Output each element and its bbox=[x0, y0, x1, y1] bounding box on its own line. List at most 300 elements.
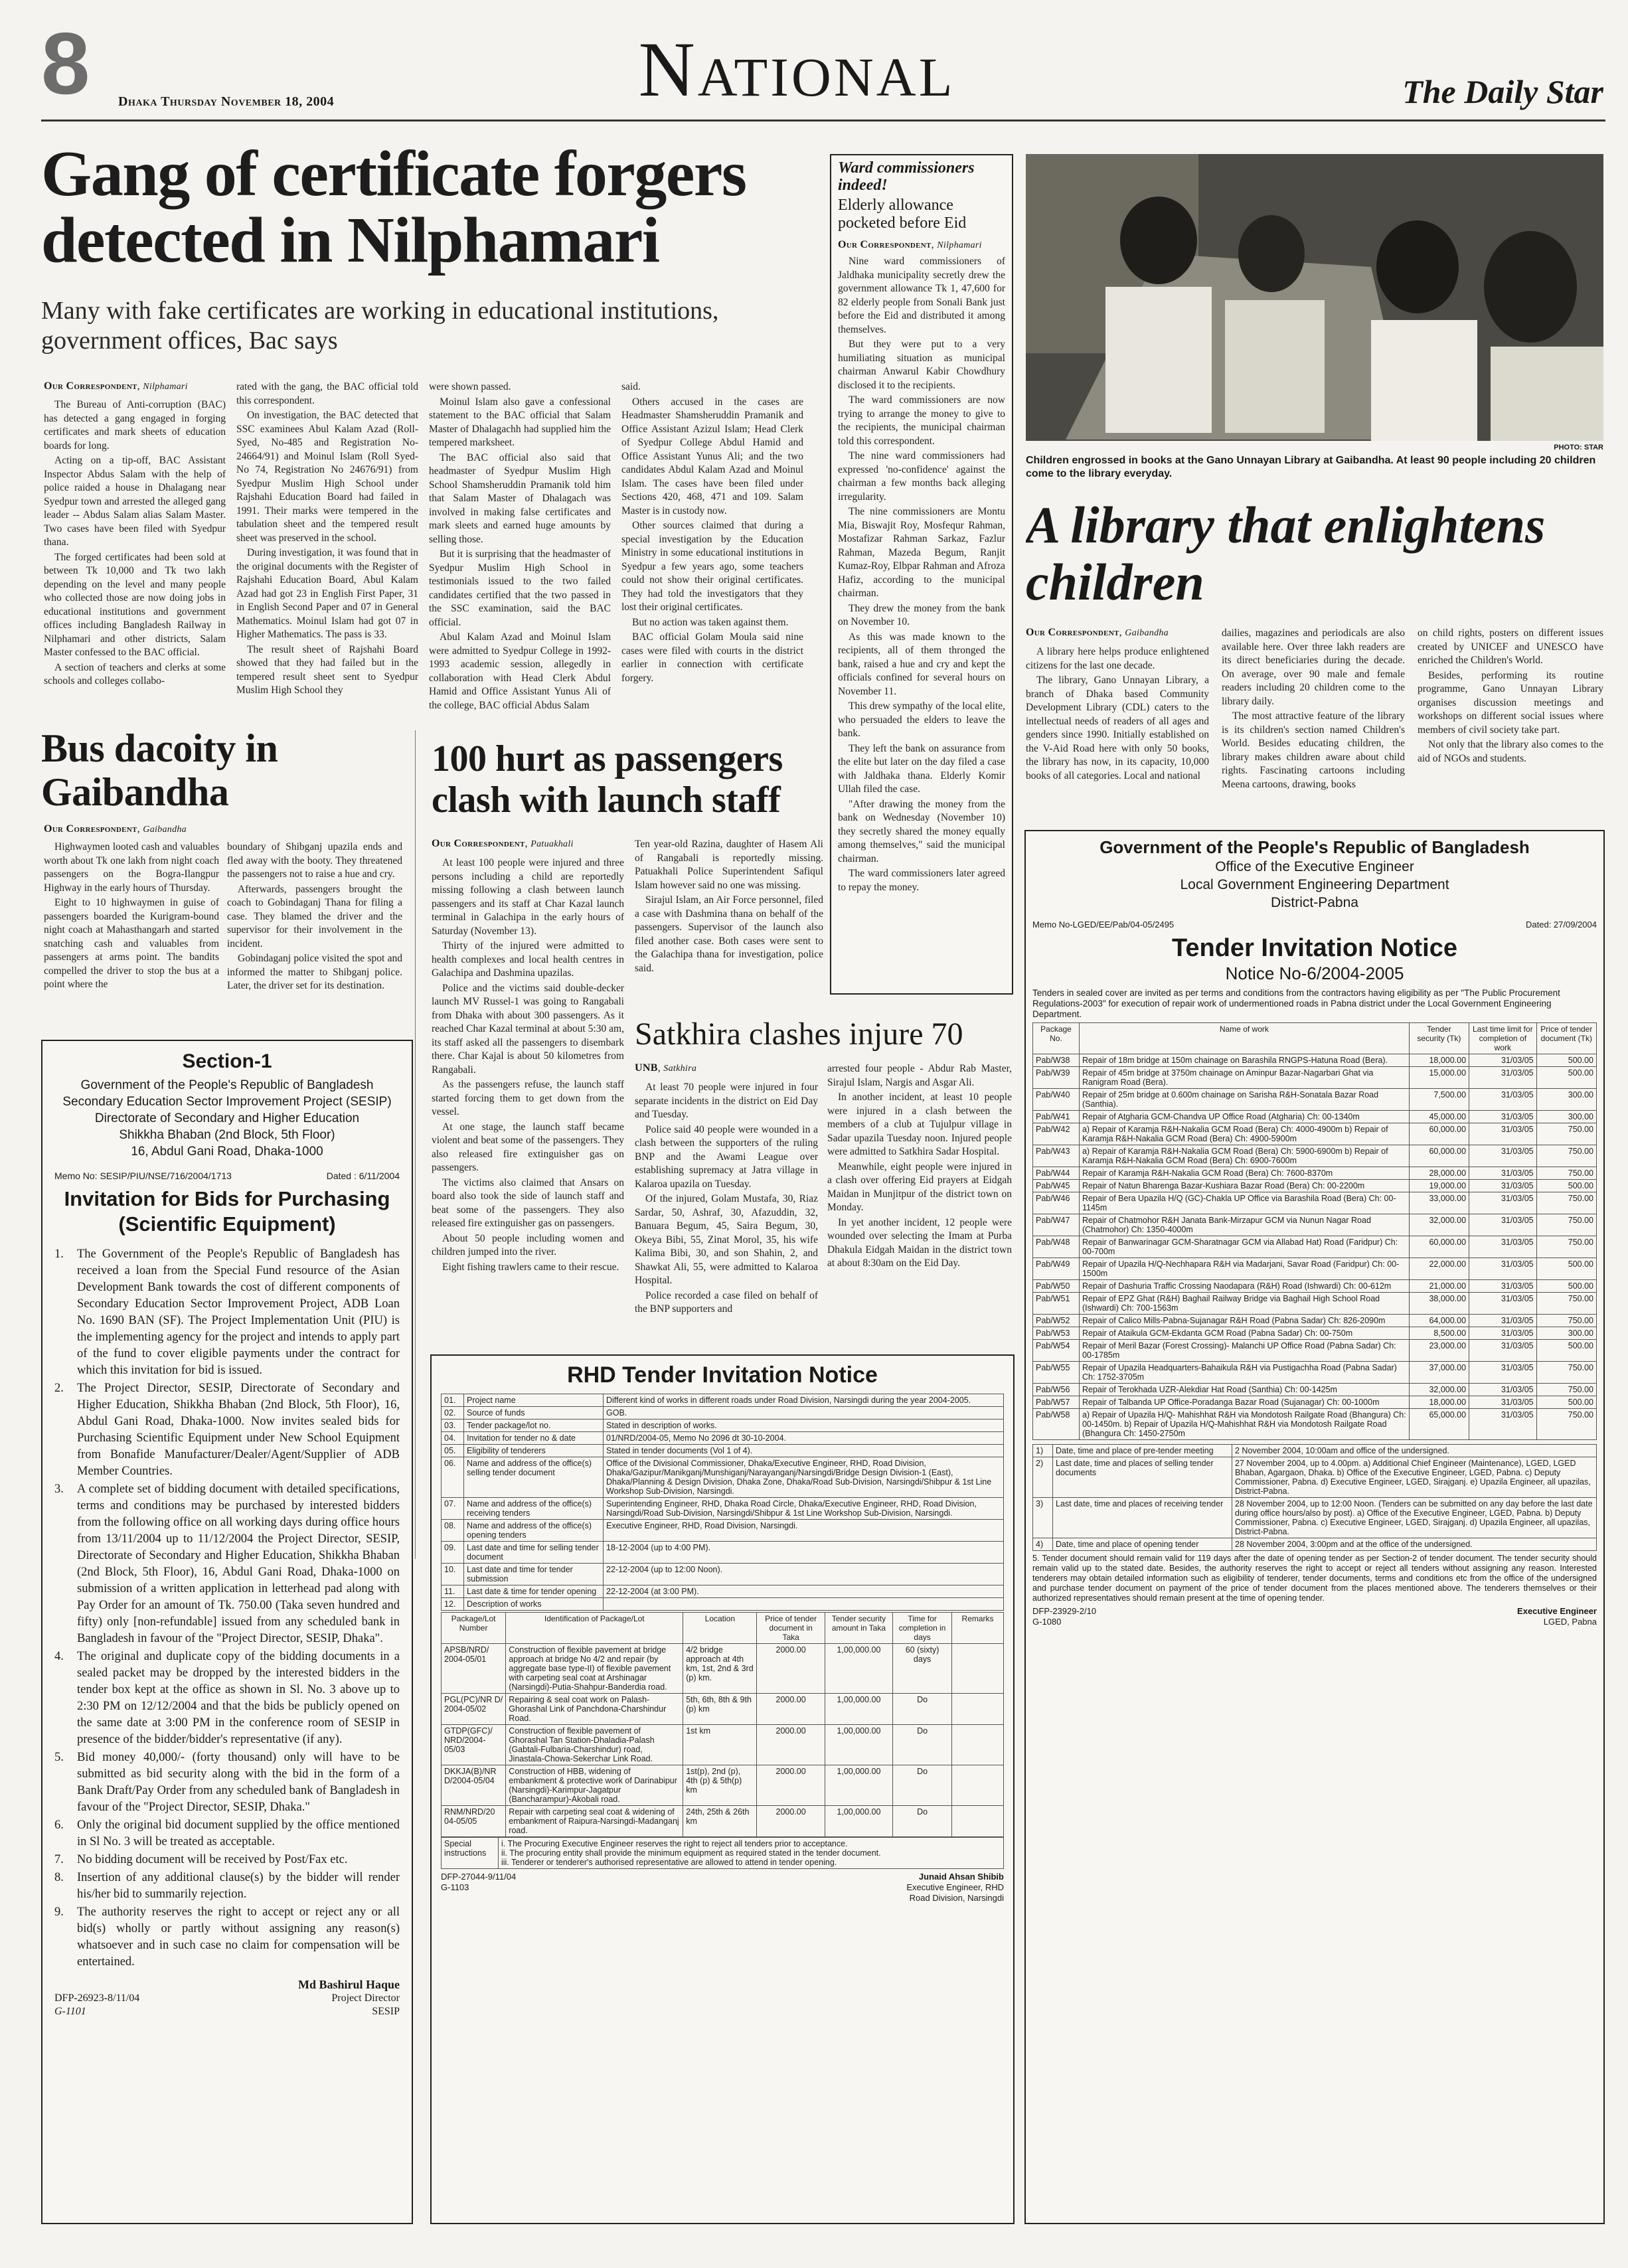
library-paragraph: on child rights, posters on different issues created by UNICEF and UNESCO have enriched the Children's World. bbox=[1418, 627, 1603, 666]
table-row bbox=[442, 1419, 1004, 1432]
sesip-item bbox=[54, 1481, 400, 1647]
ward-paragraph: The ward commissioners are now trying to arrange the money to give to the recipients, the municipal chairman told this correspondent. bbox=[838, 394, 1005, 447]
bus-paragraph: Eight to 10 highwaymen in guise of passengers boarded the Kurigram-bound night coach at Mahasthangarh and started snatching cash and valuables from passengers at arms point. The bandits compelled the driver to stop the bus at a point where the bbox=[44, 897, 219, 990]
row-number: 3) bbox=[1033, 1498, 1053, 1538]
lead-col-3 bbox=[429, 380, 611, 725]
table-cell: 65,000.00 bbox=[1409, 1409, 1469, 1440]
sesip-memo: Memo No: SESIP/PIU/NSE/716/2004/1713 bbox=[54, 1171, 232, 1181]
ward-paragraph: This drew sympathy of the local elite, who persuaded the elders to leave the bank. bbox=[838, 700, 1005, 739]
table-cell: 750.00 bbox=[1536, 1123, 1596, 1145]
table-cell: Pab/W57 bbox=[1033, 1396, 1080, 1409]
ward-paragraph: Nine ward commissioners of Jaldhaka municipality secretly drew the government allowance Tk 1, 47,600 for 82 elderly people from Sonali Bank just before the Eid and distributed it among themselves. bbox=[838, 256, 1005, 335]
row-number: 10. bbox=[442, 1564, 464, 1585]
table-cell: Repair of Upazila H/Q-Nechhapara R&H via Madarjani, Savar Road (Faridpur) Ch: 00-1500m bbox=[1079, 1258, 1409, 1280]
lged-org3: Local Government Engineering Department bbox=[1180, 877, 1449, 892]
photo-caption: Children engrossed in books at the Gano Unnayan Library at Gaibandha. At least 90 people including 20 children come to the library everyday. bbox=[1026, 455, 1596, 479]
sesip-item-number: 4. bbox=[54, 1650, 64, 1663]
table-cell: 31/03/05 bbox=[1469, 1067, 1537, 1089]
row-value: 22-12-2004 (at 3:00 PM). bbox=[604, 1585, 1004, 1598]
lead-paragraph: Other sources claimed that during a special investigation by the Education Ministry in some educational institutions in Syedpur a few years ago, some teachers could not show their original certificates. They had told the investigators that they lost their original certificates. bbox=[621, 520, 803, 613]
launch-headline: 100 hurt as passengers clash with launch staff bbox=[432, 738, 783, 821]
table-cell: Repair of Bera Upazila H/Q (GC)-Chakla UP Office via Barashila Road (Bera) Ch: 00-1145m bbox=[1079, 1192, 1409, 1214]
table-cell: 750.00 bbox=[1536, 1167, 1596, 1180]
satkhira-paragraph: In yet another incident, 12 people were wounded over selecting the Imam at Purba Dhakula Eidgah Maidan in the district town at about 8:30am on the Eid Day. bbox=[827, 1216, 1012, 1269]
table-cell: Pab/W55 bbox=[1033, 1362, 1080, 1384]
table-cell: Repair of 45m bridge at 3750m chainage on Aminpur Bazar-Nagarbari Ghat via Ranigram Road (Bera). bbox=[1079, 1067, 1409, 1089]
table-row bbox=[442, 1585, 1004, 1598]
library-photo bbox=[1026, 154, 1603, 441]
table-cell: Pab/W41 bbox=[1033, 1111, 1080, 1123]
table-row bbox=[442, 1564, 1004, 1585]
table-cell: Repair of Atgharia GCM-Chandva UP Office Road (Atgharia) Ch: 00-1340m bbox=[1079, 1111, 1409, 1123]
library-col-1 bbox=[1026, 645, 1209, 817]
sesip-items bbox=[54, 1246, 400, 1971]
sesip-org-line: Shikkha Bhaban (2nd Block, 5th Floor) bbox=[119, 1128, 335, 1142]
lged-signer-org: LGED, Pabna bbox=[1543, 1617, 1597, 1627]
table-row bbox=[442, 1542, 1004, 1564]
row-value: Executive Engineer, RHD, Road Division, Narsingdi. bbox=[604, 1520, 1004, 1542]
table-cell: 31/03/05 bbox=[1469, 1340, 1537, 1362]
bus-headline: Bus dacoity in Gaibandha bbox=[41, 726, 278, 814]
special-instruction: ii. The procuring entity shall provide the minimum equipment as required stated in the tender document. bbox=[501, 1848, 881, 1858]
launch-paragraph: About 50 people including women and children jumped into the river. bbox=[432, 1232, 624, 1257]
table-row bbox=[1033, 1445, 1597, 1457]
table-cell: Repair of Calico Mills-Pabna-Sujanagar R&H Road (Pabna Sadar) Ch: 826-2090m bbox=[1079, 1315, 1409, 1327]
table-cell: Pab/W45 bbox=[1033, 1180, 1080, 1192]
table-row bbox=[1033, 1396, 1597, 1409]
sesip-item-number: 3. bbox=[54, 1483, 64, 1496]
table-cell: DKKJA(B)/NR D/2004-05/04 bbox=[442, 1765, 506, 1806]
table-cell: Repair of Talbanda UP Office-Poradanga Bazar Road (Sujanagar) Ch: 00-1000m bbox=[1079, 1396, 1409, 1409]
satkhira-paragraph: Of the injured, Golam Mustafa, 30, Riaz Sardar, 50, Ashraf, 30, Afazuddin, 32, Banuara Begum, 45, Saira Begum, 30, Okeya Bibi, 55, Zinat Morol, 35, his wife Kalima Bibi, 30, and son Shahin, 2, and Shawkat Ali, 55, were admitted to Kalaroa Hospital. bbox=[635, 1193, 818, 1286]
row-label: Date, time and place of opening tender bbox=[1053, 1538, 1232, 1551]
sesip-item-text: A complete set of bidding document with detailed specifications, terms and conditions may be purchased by interested bidders from the following office on all working days during office hours from 13/11/2004 up to 11/12/2004 the Project Director, SESIP, Directorate of Secondary and Higher Education, Shikkha Bhaban (2nd Block, 5th Floor), 16, Abdul Gani Road, Dhaka-1000 on submission of a written application in letterhead pad along with Pay Order for an amount of Tk. 750.00 (Taka seven hundred and fifty) only [non-refundable] issued from any scheduled bank in Bangladesh in favour of the "Project Director, SESIP, Dhaka". bbox=[77, 1483, 400, 1645]
row-value bbox=[604, 1598, 1004, 1611]
row-value: Different kind of works in different roads under Road Division, Narsingdi during the year 2004-2005. bbox=[604, 1394, 1004, 1407]
launch-paragraph: Sirajul Islam, an Air Force personnel, filed a case with Dashmina thana on behalf of the passengers. Supervisor of the launch also filed another case. Both cases were sent to the Galachipa thana for investigation, police said. bbox=[635, 894, 823, 974]
table-cell: Repair of 25m bridge at 0.600m chainage on Sarisha R&H-Sonatala Bazar Road (Santhia). bbox=[1079, 1089, 1409, 1111]
lead-byline: Our Correspondent, Nilphamari bbox=[44, 380, 188, 392]
table-cell: 1,00,000.00 bbox=[825, 1725, 892, 1765]
library-col-2 bbox=[1222, 627, 1405, 817]
row-number: 2) bbox=[1033, 1457, 1053, 1498]
table-cell: 64,000.00 bbox=[1409, 1315, 1469, 1327]
table-cell: a) Repair of Upazila H/Q- Mahishhat R&H via Mondotosh Railgate Road (Bhangura) Ch: 00-1450m. b) Repair of Upazila H/Q-Mahishhat R&H via Mondotosh Railgate Road (Bhangura Ch: 1450-2750m bbox=[1079, 1409, 1409, 1440]
lead-deck: Many with fake certificates are working in educational institutions, government offices, Bac says bbox=[41, 297, 719, 355]
ward-paragraph: The nine ward commissioners had expressed 'no-confidence' against the chairman a few months back alleging irregularity. bbox=[838, 450, 1005, 503]
row-number: 07. bbox=[442, 1498, 464, 1520]
table-cell: Repair of Karamja R&H-Nakalia GCM Road (Bera) Ch: 7600-8370m bbox=[1079, 1167, 1409, 1180]
lead-paragraph: The Bureau of Anti-corruption (BAC) has detected a gang engaged in forging certificates and mark sheets of education boards for long. bbox=[44, 399, 226, 451]
table-cell: Pab/W56 bbox=[1033, 1384, 1080, 1396]
library-paragraph: Not only that the library also comes to the aid of NGOs and students. bbox=[1418, 739, 1603, 764]
satkhira-paragraph: Police said 40 people were wounded in a clash between the supporters of the ruling BNP and the Awami League over establishing supremacy at Jatra village in Kalaroa upazila on Tuesday. bbox=[635, 1123, 818, 1190]
lead-col-1 bbox=[44, 398, 226, 725]
special-instruction: iii. Tenderer or tenderer's authorised representative are allowed to attend in tender opening. bbox=[501, 1858, 837, 1867]
table-cell: 31/03/05 bbox=[1469, 1315, 1537, 1327]
table-row bbox=[442, 1432, 1004, 1445]
table-cell: 23,000.00 bbox=[1409, 1340, 1469, 1362]
library-paragraph: dailies, magazines and periodicals are also available here. Over three lakh readers are its direct beneficiaries during the decade. On average, over 90 male and female readers including 20 children come to the library daily. bbox=[1222, 627, 1405, 707]
ward-paragraph: The nine commissioners are Montu Mia, Biswajit Roy, Mosfequr Rahman, Mostafizar Rahman Sarkaz, Fazlur Rahman, Mazeda Begum, Ranjit Kumaz-Roy, Elbpar Rahman and Afroza Hafiz, according to the municipal chairman. bbox=[838, 506, 1005, 599]
table-cell: 750.00 bbox=[1536, 1384, 1596, 1396]
rhd-info-table bbox=[441, 1394, 1004, 1611]
masthead-rule bbox=[41, 120, 1605, 121]
row-number: 4) bbox=[1033, 1538, 1053, 1551]
launch-paragraph: At least 100 people were injured and three persons including a child are reportedly missing following a clash between launch passengers and its staff at Char Kazal launch terminal in Galachipa in the early hours of Saturday (November 13). bbox=[432, 857, 624, 937]
table-cell: Repair of Natun Bharenga Bazar-Kushiara Bazar Road (Bera) Ch: 00-2200m bbox=[1079, 1180, 1409, 1192]
table-cell: 37,000.00 bbox=[1409, 1362, 1469, 1384]
sesip-ref1: DFP-26923-8/11/04 bbox=[54, 1992, 140, 2004]
table-cell: 500.00 bbox=[1536, 1054, 1596, 1067]
table-row bbox=[1033, 1111, 1597, 1123]
row-number: 09. bbox=[442, 1542, 464, 1564]
table-cell: 4/2 bridge approach at 4th km, 1st, 2nd & 3rd (p) km. bbox=[683, 1644, 757, 1694]
sesip-signer-org: SESIP bbox=[372, 2006, 400, 2017]
bus-col-1 bbox=[44, 841, 219, 1026]
lged-org4: District-Pabna bbox=[1271, 895, 1358, 910]
row-number: 11. bbox=[442, 1585, 464, 1598]
table-cell: Construction of flexible pavement of Ghorashal Tan Station-Dhaladia-Palash (Gabtali-Fulbaria-Charshindur) road, Jinastala-Chowa-Sekerchar Link Road. bbox=[506, 1725, 683, 1765]
table-cell: Pab/W39 bbox=[1033, 1067, 1080, 1089]
column-header: Last time limit for completion of work bbox=[1469, 1023, 1537, 1054]
table-cell: 31/03/05 bbox=[1469, 1362, 1537, 1384]
table-cell: 31/03/05 bbox=[1469, 1293, 1537, 1315]
sesip-signer-title: Project Director bbox=[331, 1992, 400, 2004]
lged-org2: Office of the Executive Engineer bbox=[1215, 859, 1414, 874]
lged-works-table bbox=[1032, 1022, 1597, 1440]
bus-paragraph: Highwaymen looted cash and valuables worth about Tk one lakh from night coach passengers on the Bogra-Ilangpur Highway in the early hours of Thursday. bbox=[44, 841, 219, 894]
satkhira-paragraph: Police recorded a case filed on behalf of the BNP supporters and bbox=[635, 1289, 818, 1315]
lead-paragraph: Others accused in the cases are Headmaster Shamsheruddin Pramanik and Office Assistant Azizul Islam; Head Clerk of Syedpur College Abdul Hamid and Office Assistant Yunus Ali; and the two candidates Abdul Kalam Azad and Moinul Islam. The cases have been filed under Sections 420, 468, 471 and 109. Salam Master is in custody now. bbox=[621, 396, 803, 517]
lged-org1: Government of the People's Republic of Bangladesh bbox=[1099, 837, 1530, 857]
sesip-org-line: Government of the People's Republic of Bangladesh bbox=[80, 1078, 374, 1092]
table-cell: 31/03/05 bbox=[1469, 1327, 1537, 1340]
rhd-tender-notice bbox=[430, 1354, 1015, 2224]
row-value: 28 November 2004, 3:00pm and at the office of the undersigned. bbox=[1232, 1538, 1597, 1551]
table-cell: 60 (sixty) days bbox=[893, 1644, 952, 1694]
bus-paragraph: boundary of Shibganj upazila ends and fled away with the booty. They threatened the passengers not to raise a hue and cry. bbox=[227, 841, 402, 880]
table-cell: 8,500.00 bbox=[1409, 1327, 1469, 1340]
table-cell: 1,00,000.00 bbox=[825, 1806, 892, 1837]
row-label: Last date and time for tender submission bbox=[464, 1564, 604, 1585]
satkhira-paragraph: At least 70 people were injured in four separate incidents in the district on Eid Day and Tuesday. bbox=[635, 1082, 818, 1120]
lead-headline: Gang of certificate forgers detected in Nilphamari bbox=[41, 141, 746, 276]
table-row bbox=[1033, 1258, 1597, 1280]
sesip-item-number: 2. bbox=[54, 1382, 64, 1395]
column-header: Time for completion in days bbox=[893, 1613, 952, 1644]
rhd-special-list bbox=[499, 1838, 1004, 1869]
table-row bbox=[1033, 1192, 1597, 1214]
table-cell: 500.00 bbox=[1536, 1396, 1596, 1409]
row-number: 08. bbox=[442, 1520, 464, 1542]
table-cell: 5th, 6th, 8th & 9th (p) km bbox=[683, 1694, 757, 1725]
sesip-item-text: No bidding document will be received by Post/Fax etc. bbox=[77, 1853, 348, 1866]
lged-tender-notice bbox=[1024, 830, 1605, 2224]
table-row bbox=[1033, 1089, 1597, 1111]
bus-byline: Our Correspondent, Gaibandha bbox=[44, 823, 187, 835]
column-header: Price of tender document in Taka bbox=[757, 1613, 825, 1644]
sesip-item-text: Only the original bid document supplied by the office mentioned in Sl No. 3 will be treated as acceptable. bbox=[77, 1819, 400, 1848]
lged-date: Dated: 27/09/2004 bbox=[1526, 920, 1597, 930]
table-cell: 500.00 bbox=[1536, 1180, 1596, 1192]
row-label: Source of funds bbox=[464, 1407, 604, 1419]
sesip-item-text: The original and duplicate copy of the bidding documents in a sealed packet may be dropped by the interested bidders in the tender box kept at the office as shown in Sl. No. 3 above up to 2:30 PM on 12/12/2004 and that the bids be publicly opened on the same date at 3:00 PM in the conference room of SESIP in presence of the bidder/bidder's representative (if any). bbox=[77, 1650, 400, 1746]
column-rule bbox=[415, 730, 416, 1559]
row-label: Last date, time and places of receiving tender bbox=[1053, 1498, 1232, 1538]
library-paragraph: A library here helps produce enlightened citizens for the last one decade. bbox=[1026, 646, 1209, 671]
table-cell: Pab/W47 bbox=[1033, 1214, 1080, 1236]
row-value: Office of the Divisional Commissioner, Dhaka/Executive Engineer, RHD, Road Division, Dhaka/Gazipur/Manikganj/Munshiganj/Narayanganj/Narsingdi/Bridge Design Division-1 (East), Dhaka/Planning & Design Division, Dhaka Zone, Dhaka/Road Sub-Division, Narsingdi/Shibpur & 1st Line Workshop Sub-Division, Narsingdi. bbox=[604, 1457, 1004, 1498]
table-cell: Repair of Banwarinagar GCM-Sharatnagar GCM via Allabad Hat) Road (Faridpur) Ch: 00-700m bbox=[1079, 1236, 1409, 1258]
library-paragraph: The library, Gano Unnayan Library, a branch of Dhaka based Community Development Library (CDL) caters to the intellectual needs of readers of all ages and genders since 1990. Initially established on the V-Aid Road here with only 50 books, the library has now, in its capacity, 10,000 books of all categories. Local and national bbox=[1026, 675, 1209, 781]
table-cell: Pab/W53 bbox=[1033, 1327, 1080, 1340]
sesip-bid-notice bbox=[41, 1040, 413, 2224]
rhd-ref2: G-1103 bbox=[441, 1882, 469, 1892]
table-row bbox=[442, 1407, 1004, 1419]
table-cell: 500.00 bbox=[1536, 1258, 1596, 1280]
row-label: Last date, time and places of selling tender documents bbox=[1053, 1457, 1232, 1498]
table-cell: Pab/W44 bbox=[1033, 1167, 1080, 1180]
table-cell: 500.00 bbox=[1536, 1067, 1596, 1089]
table-row bbox=[1033, 1409, 1597, 1440]
table-cell: 31/03/05 bbox=[1469, 1280, 1537, 1293]
table-cell: Repair of Meril Bazar (Forest Crossing)- Malanchi UP Office Road (Pabna Sadar) Ch: 00-1785m bbox=[1079, 1340, 1409, 1362]
column-header: Package/Lot Number bbox=[442, 1613, 506, 1644]
table-cell: 28,000.00 bbox=[1409, 1167, 1469, 1180]
table-cell: a) Repair of Karamja R&H-Nakalia GCM Road (Bera) Ch: 5900-6900m b) Repair of Karamja R&H-Nakalia GCM Road (Bera) Ch: 6900-7600m bbox=[1079, 1145, 1409, 1167]
launch-paragraph: Eight fishing trawlers came to their rescue. bbox=[442, 1261, 619, 1273]
table-cell: 7,500.00 bbox=[1409, 1089, 1469, 1111]
table-cell: Pab/W54 bbox=[1033, 1340, 1080, 1362]
table-cell: Pab/W49 bbox=[1033, 1258, 1080, 1280]
table-cell: 18,000.00 bbox=[1409, 1054, 1469, 1067]
table-row bbox=[1033, 1327, 1597, 1340]
rhd-ref1: DFP-27044-9/11/04 bbox=[441, 1872, 517, 1882]
table-row bbox=[1033, 1067, 1597, 1089]
table-cell: 31/03/05 bbox=[1469, 1258, 1537, 1280]
table-cell: Construction of flexible pavement at bridge approach at bridge No 4/2 and repair (by aggregate base type-II) of flexible pavement with carpeting seal coat at Arshinagar (Narsingdi)-Putia-Shahpur-Banderdia road. bbox=[506, 1644, 683, 1694]
ward-body bbox=[838, 255, 1005, 995]
row-label: Last date and time for selling tender document bbox=[464, 1542, 604, 1564]
table-cell: 19,000.00 bbox=[1409, 1180, 1469, 1192]
lged-notice-no: Notice No-6/2004-2005 bbox=[1225, 963, 1404, 983]
row-label: Invitation for tender no & date bbox=[464, 1432, 604, 1445]
sesip-org-line: 16, Abdul Gani Road, Dhaka-1000 bbox=[131, 1145, 323, 1159]
table-row bbox=[1033, 1293, 1597, 1315]
launch-paragraph: As the passengers refuse, the launch staff started forcing them to get down from the vessel. bbox=[432, 1079, 624, 1117]
table-cell: 31/03/05 bbox=[1469, 1396, 1537, 1409]
table-cell: 750.00 bbox=[1536, 1145, 1596, 1167]
launch-paragraph: Police and the victims said double-decker launch MV Russel-1 was going to Rangabali from Dhaka with about 300 passengers. As it reached Char Kazal terminal at about 5:30 am, its staff asked all the passengers to disembark there. Char Kajal is about 50 kilometres from Rangabali. bbox=[432, 982, 624, 1076]
table-cell: 750.00 bbox=[1536, 1315, 1596, 1327]
table-row bbox=[1033, 1214, 1597, 1236]
lead-paragraph: The BAC official also said that headmaster of Syedpur Muslim High School Shamsheruddin Pramanik told him that Salam Master of Dhalagach was involved in making false certificates and mark sleets and earned huge amounts by selling those. bbox=[429, 451, 611, 545]
sesip-item-text: The authority reserves the right to accept or reject any or all bid(s) wholly or partly without assigning any reason(s) whatsoever and in such case no claim for compensation will be entertained. bbox=[77, 1905, 400, 1969]
table-row bbox=[1033, 1384, 1597, 1396]
row-label: Eligibility of tenderers bbox=[464, 1445, 604, 1457]
row-label: Name and address of the office(s) opening tenders bbox=[464, 1520, 604, 1542]
table-cell: Pab/W52 bbox=[1033, 1315, 1080, 1327]
satkhira-paragraph: In another incident, at least 10 people were injured in a clash between the members of a club at Tujulpur village in Sadar upazila Tuesday noon. Injured people were admitted to Satkhira Sadar Hospital. bbox=[827, 1092, 1012, 1157]
lead-col-4 bbox=[621, 380, 803, 725]
page-number: 8 bbox=[41, 24, 90, 104]
sesip-item-text: The Project Director, SESIP, Directorate of Secondary and Higher Education, Shikkha Bhaban (2nd Block, 5th Floor), 16, Abdul Gani Road, Dhaka-1000. Now invites sealed bids for Purchasing Scientific Equipment under New School Equipment from Bonafide Manufacturer/Dealer/Agent/Supplier of ADB Member Countries. bbox=[77, 1382, 400, 1478]
lead-paragraph: BAC official Golam Moula said nine cases were filed with courts in the district earlier in connection with certificate forgery. bbox=[621, 631, 803, 684]
sesip-item-text: Bid money 40,000/- (forty thousand) only will have to be submitted as bid security along with the bid in the form of a Bank Draft/Pay Order from any scheduled bank of Bangladesh in favour of the "Project Director, SESIP, Dhaka." bbox=[77, 1751, 400, 1814]
lead-paragraph: were shown passed. bbox=[429, 381, 511, 392]
table-cell: GTDP(GFC)/ NRD/2004-05/03 bbox=[442, 1725, 506, 1765]
table-cell bbox=[952, 1725, 1004, 1765]
sesip-item bbox=[54, 1817, 400, 1850]
lead-paragraph: The result sheet of Rajshahi Board showed that they had failed but in the tempered result sheet sent to Syedpur Muslim High School they bbox=[236, 643, 418, 696]
table-cell: 31/03/05 bbox=[1469, 1054, 1537, 1067]
row-value: 01/NRD/2004-05, Memo No 2096 dt 30-10-2004. bbox=[604, 1432, 1004, 1445]
column-header: Remarks bbox=[952, 1613, 1004, 1644]
lead-paragraph: Acting on a tip-off, BAC Assistant Inspector Abdus Salam with the help of police raided a house in Dhalagang near Syedpur town and arrested the alleged gang leader -- Abdus Salam alias Salam Master. Two cases have been filed with Syedpur thana. bbox=[44, 455, 226, 548]
sesip-item bbox=[54, 1246, 400, 1379]
ward-paragraph: The ward commissioners later agreed to repay the money. bbox=[838, 868, 1005, 893]
rhd-special-label: Special instructions bbox=[442, 1838, 499, 1869]
row-number: 1) bbox=[1033, 1445, 1053, 1457]
photo-credit: PHOTO: STAR bbox=[1554, 444, 1603, 451]
sesip-item bbox=[54, 1870, 400, 1903]
row-label: Description of works bbox=[464, 1598, 604, 1611]
lead-paragraph: rated with the gang, the BAC official told this correspondent. bbox=[236, 381, 418, 406]
table-row bbox=[1033, 1457, 1597, 1498]
table-cell: Do bbox=[893, 1806, 952, 1837]
table-cell: Pab/W58 bbox=[1033, 1409, 1080, 1440]
lged-footer: 5. Tender document should remain valid for 119 days after the date of opening tender as per Section-2 of tender document. The tender security should remain valid up to the stated date. Besides, the authority reserves the right to accept or reject all tenders without assigning any reason. Interested tenderers may obtain detailed information such as eligibility of tenderer, tender documents, terms and conditions etc from the office of the undersigned and purchase tender document on payment of the price of tender document from the places mentioned above. The tenderers themselves or their authorized representatives should remain present at the time of opening tender. bbox=[1032, 1554, 1597, 1603]
row-value: 2 November 2004, 10:00am and office of the undersigned. bbox=[1232, 1445, 1597, 1457]
table-cell: 31/03/05 bbox=[1469, 1180, 1537, 1192]
launch-paragraph: Thirty of the injured were admitted to health complexes and local health centres in Galachipa and Dashmina upazilas. bbox=[432, 940, 624, 979]
row-number: 04. bbox=[442, 1432, 464, 1445]
table-row bbox=[1033, 1362, 1597, 1384]
launch-paragraph: The victims also claimed that Ansars on board also took the side of launch staff and beat some of the passengers. They also released fire extinguisher gas on passengers. bbox=[432, 1176, 624, 1229]
sesip-item-number: 5. bbox=[54, 1751, 64, 1764]
table-cell: Pab/W51 bbox=[1033, 1293, 1080, 1315]
bus-paragraph: Afterwards, passengers brought the coach to Gobindaganj Thana for filing a case. They blamed the driver and the supervisor for their involvement in the incident. bbox=[227, 883, 402, 949]
table-cell: 300.00 bbox=[1536, 1111, 1596, 1123]
lead-paragraph: A section of teachers and clerks at some schools and colleges collabo- bbox=[44, 661, 226, 687]
column-header: Package No. bbox=[1033, 1023, 1080, 1054]
sesip-item bbox=[54, 1904, 400, 1971]
table-cell: APSB/NRD/ 2004-05/01 bbox=[442, 1644, 506, 1694]
library-paragraph: Besides, performing its routine programme, Gano Unnayan Library organises discussion meetings and workshops on different social issues where members of civil society take part. bbox=[1418, 669, 1603, 736]
table-row bbox=[1033, 1538, 1597, 1551]
table-cell: 750.00 bbox=[1536, 1236, 1596, 1258]
table-cell: 500.00 bbox=[1536, 1280, 1596, 1293]
ward-kicker: Ward commissioners indeed! bbox=[838, 159, 975, 194]
table-cell: 31/03/05 bbox=[1469, 1236, 1537, 1258]
table-cell: 60,000.00 bbox=[1409, 1236, 1469, 1258]
lead-paragraph: During investigation, it was found that in the original documents with the Register of Rajshahi Education Board, Abul Kalam Azad had got 23 in English First Paper, 31 in English Second Paper and 07 in General Mathematics. Moinul Islam had got 07 in Higher Mathematics. The pass is 33. bbox=[236, 547, 418, 640]
table-cell: 31/03/05 bbox=[1469, 1384, 1537, 1396]
row-label: Last date & time for tender opening bbox=[464, 1585, 604, 1598]
table-cell bbox=[952, 1644, 1004, 1694]
column-header: Price of tender document (Tk) bbox=[1536, 1023, 1596, 1054]
ward-paragraph: "After drawing the money from the bank on Wednesday (November 10) they secretly shared the money equally among themselves," said the municipal chairman. bbox=[838, 798, 1005, 864]
table-cell: 1st(p), 2nd (p), 4th (p) & 5th(p) km bbox=[683, 1765, 757, 1806]
table-row bbox=[442, 1394, 1004, 1407]
table-cell: 60,000.00 bbox=[1409, 1145, 1469, 1167]
satkhira-headline: Satkhira clashes injure 70 bbox=[635, 1016, 963, 1052]
table-cell: Pab/W50 bbox=[1033, 1280, 1080, 1293]
table-cell: 21,000.00 bbox=[1409, 1280, 1469, 1293]
table-cell: 750.00 bbox=[1536, 1192, 1596, 1214]
table-cell: 60,000.00 bbox=[1409, 1123, 1469, 1145]
sesip-item-number: 6. bbox=[54, 1819, 64, 1832]
lead-paragraph: Abul Kalam Azad and Moinul Islam were admitted to Syedpur College in 1992-1993 academic session, allegedly in collaboration with Head Clerk Abdul Hamid and Office Assistant Yunus Ali of the college, BAC official Abdus Salam bbox=[429, 631, 611, 711]
launch-byline: Our Correspondent, Patuakhali bbox=[432, 838, 574, 849]
table-cell: Repair with carpeting seal coat & widening of embankment of Raipura-Narsingdi-Madanganj road. bbox=[506, 1806, 683, 1837]
table-cell bbox=[952, 1694, 1004, 1725]
sesip-title: Invitation for Bids for Purchasing (Scientific Equipment) bbox=[64, 1187, 390, 1236]
row-value: Stated in tender documents (Vol 1 of 4). bbox=[604, 1445, 1004, 1457]
paper-logo: The Daily Star bbox=[1402, 73, 1603, 110]
sesip-item-text: The Government of the People's Republic of Bangladesh has received a loan from the Special Fund resource of the Asian Development Bank towards the cost of different components of Secondary Education Sector Improvement Project, ADB Loan No. 1690 BAN (SF). The Project Implementation Unit (PIU) is the implementing agency for the project and intends to apply part of the fund to cover eligible payments under the contract for which this invitation for bid is issued. bbox=[77, 1248, 400, 1377]
table-cell: 1,00,000.00 bbox=[825, 1765, 892, 1806]
launch-paragraph: At one stage, the launch staff became violent and beat some of the passengers. They also released fire extinguisher gas on passengers. bbox=[432, 1121, 624, 1173]
column-header: Tender security amount in Taka bbox=[825, 1613, 892, 1644]
lged-memo: Memo No-LGED/EE/Pab/04-05/2495 bbox=[1032, 920, 1175, 930]
table-row bbox=[1033, 1498, 1597, 1538]
table-cell: 31/03/05 bbox=[1469, 1111, 1537, 1123]
sesip-org-line: Secondary Education Sector Improvement Project (SESIP) bbox=[62, 1095, 392, 1109]
row-value: Superintending Engineer, RHD, Dhaka Road Circle, Dhaka/Executive Engineer, RHD, Road Division, Narsingdi/Road Sub-Division, Narsingdi/Shibpur & 1st Line Workshop Sub-Division, Narsingdi. bbox=[604, 1498, 1004, 1520]
launch-col-2 bbox=[635, 838, 823, 997]
table-cell: 33,000.00 bbox=[1409, 1192, 1469, 1214]
section-title: National bbox=[638, 27, 955, 113]
table-cell: Pab/W40 bbox=[1033, 1089, 1080, 1111]
bus-paragraph: Gobindaganj police visited the spot and informed the matter to Shibganj police. Later, the driver set for its destination. bbox=[227, 953, 402, 991]
table-cell: Construction of HBB, widening of embankment & protective work of Darinabipur (Narsingdi)-Karimpur-Jagatpur (Bancharampur)-Akobali road. bbox=[506, 1765, 683, 1806]
table-row bbox=[1033, 1145, 1597, 1167]
rhd-title: RHD Tender Invitation Notice bbox=[567, 1362, 878, 1388]
table-cell: Pab/W43 bbox=[1033, 1145, 1080, 1167]
sesip-section: Section-1 bbox=[182, 1050, 272, 1072]
sesip-item-text: Insertion of any additional clause(s) by the bidder will render his/her bid to summarily rejection. bbox=[77, 1871, 400, 1901]
sesip-item bbox=[54, 1852, 400, 1868]
table-cell: Do bbox=[893, 1765, 952, 1806]
table-cell: 24th, 25th & 26th km bbox=[683, 1806, 757, 1837]
launch-col-1 bbox=[432, 856, 624, 1354]
table-cell: Repair of Chatmohor R&H Janata Bank-Mirzapur GCM via Nunun Nagar Road (Chatmohor) Ch: 1350-4000m bbox=[1079, 1214, 1409, 1236]
table-cell: 31/03/05 bbox=[1469, 1214, 1537, 1236]
lead-paragraph: But no action was taken against them. bbox=[632, 616, 789, 628]
rhd-special-table bbox=[441, 1837, 1004, 1869]
sesip-org bbox=[54, 1077, 400, 1160]
table-row bbox=[1033, 1180, 1597, 1192]
table-cell: Pab/W48 bbox=[1033, 1236, 1080, 1258]
column-header: Location bbox=[683, 1613, 757, 1644]
row-number: 06. bbox=[442, 1457, 464, 1498]
column-header: Name of work bbox=[1079, 1023, 1409, 1054]
row-value: 27 November 2004, up to 4.00pm. a) Additional Chief Engineer (Maintenance), LGED, LGED Bhaban, Agargaon, Dhaka. b) Office of the Executive Engineer, LGED, Pabna. c) Deputy Commissioner, Pabna. d) Executive Engineer, LGED, Sirajganj. e) Upazila Engineer, all upazilas, District-Pabna. bbox=[1232, 1457, 1597, 1498]
ward-paragraph: As this was made known to the recipients, all of them thronged the bank, raised a hue and cry and kept the officials confined for several hours on November 11. bbox=[838, 631, 1005, 697]
table-cell: Do bbox=[893, 1725, 952, 1765]
sesip-signer: Md Bashirul Haque bbox=[297, 1978, 400, 1991]
lged-signer-title: Executive Engineer bbox=[1517, 1606, 1597, 1616]
table-cell: 18,000.00 bbox=[1409, 1396, 1469, 1409]
table-cell: Repair of Upazila Headquarters-Bahaikula R&H via Pustigachha Road (Pabna Sadar) Ch: 1752-3705m bbox=[1079, 1362, 1409, 1384]
table-row bbox=[1033, 1236, 1597, 1258]
row-value: Stated in description of works. bbox=[604, 1419, 1004, 1432]
table-cell: 750.00 bbox=[1536, 1214, 1596, 1236]
row-value: 18-12-2004 (up to 4:00 PM). bbox=[604, 1542, 1004, 1564]
table-cell: 31/03/05 bbox=[1469, 1089, 1537, 1111]
